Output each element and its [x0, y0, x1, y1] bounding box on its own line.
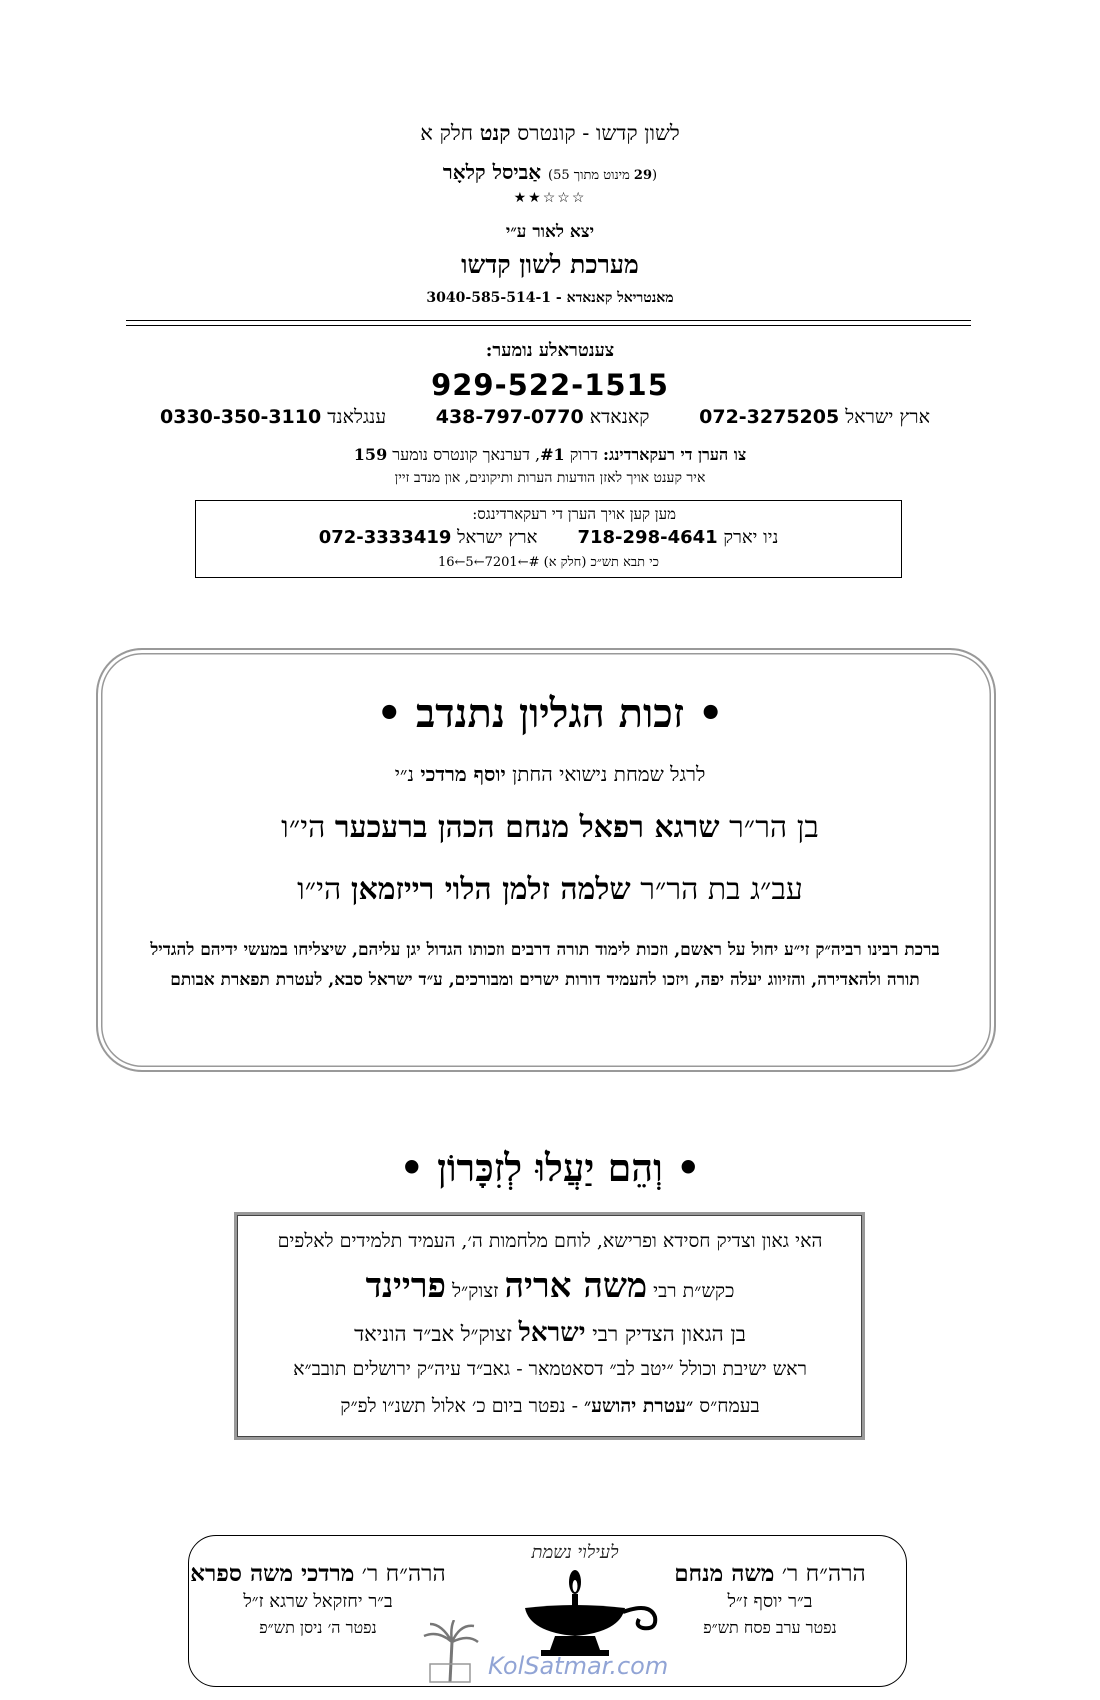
dedication-groom-father: [0, 810, 1100, 845]
title-suffix: חלק א: [420, 121, 480, 145]
soul-died: נפטר ה׳ ניסן תש״פ: [259, 1618, 377, 1637]
duration-minutes: 29: [633, 168, 653, 183]
soul-son-of: ב״ר יחזקאל שרגא ז״ל: [243, 1591, 393, 1612]
soul-name: מרדכי משה ספרא: [190, 1560, 355, 1587]
ny-label: ניו יארק: [723, 527, 779, 548]
recordings-box-path: כי תבא תש״כ (חלק א) #←7201←5←16: [437, 555, 660, 570]
duration-paren: (: [652, 168, 658, 183]
phone-england: [160, 406, 386, 436]
lamp-caption: לעילוי נשמת: [531, 1542, 619, 1563]
line-prefix: עב״ג בת הר״ר: [630, 872, 803, 907]
recordings-box-title: מען קען אויך הערן די רעקארדינגס:: [472, 505, 676, 523]
phones-row: [160, 406, 930, 436]
recordings-box-phones: [196, 527, 901, 548]
line-suffix: הי״ו: [297, 872, 351, 907]
line-suffix: זצוק״ל אב״ד הוניאד: [354, 1322, 519, 1346]
booklet-title: [0, 120, 1100, 146]
record-key: #1: [540, 445, 565, 464]
dedication-title: • זכות הגליון נתנדב •: [376, 690, 724, 737]
occasion-prefix: לרגל שמחת נישואי החתן: [505, 762, 706, 786]
phone-number: 0330-350-3110: [160, 406, 322, 428]
palm-tree-logo-icon: [420, 1620, 480, 1684]
bride-father-name: שלמה זלמן הלוי רייזמאן: [350, 872, 631, 907]
phone-number: 072-3275205: [699, 406, 840, 428]
phone-country: קאנאדא: [589, 406, 650, 428]
phone-number: 438-797-0770: [435, 406, 584, 428]
memorial-line-5: [0, 1395, 1100, 1418]
title-bold: קנט: [479, 120, 511, 145]
phone-israel: [699, 406, 930, 436]
line-prefix: כקש״ת רבי: [647, 1280, 735, 1302]
rabbi-family-name: פריינד: [365, 1266, 447, 1306]
dedication-bride-father: [0, 872, 1100, 907]
soul-son-of: ב״ר יוסף ז״ל: [727, 1591, 813, 1612]
publisher-address: מאנטריאל קאנאדא - 3040-585-514-1: [426, 290, 674, 306]
phone-country: ארץ ישראל: [845, 406, 930, 428]
recording-instructions: [0, 445, 1100, 465]
publisher-name: מערכת לשון קדשו: [461, 250, 639, 279]
ny-number: 718-298-4641: [577, 527, 718, 548]
memorial-line-2: [0, 1266, 1100, 1306]
soul-right: [640, 1560, 900, 1638]
soul-died: נפטר ערב פסח תש״פ: [703, 1618, 837, 1637]
record-after: , דערנאך קונטרס נומער: [387, 445, 541, 464]
record-number: 159: [353, 445, 388, 464]
rabbi-name: משה אריה: [504, 1266, 648, 1306]
line-prefix: בעמח״ס: [693, 1395, 760, 1417]
il-number: 072-3333419: [318, 527, 452, 548]
il-label: ארץ ישראל: [457, 527, 538, 548]
central-phone-number: 929-522-1515: [431, 368, 669, 402]
divider-top: [126, 320, 971, 321]
soul-name: משה מנחם: [674, 1560, 775, 1587]
record-press: דרוק: [564, 445, 604, 464]
memorial-line-4: ראש ישיבת וכולל ״יטב לב״ דסאטמאר - גאב״ד עיה״ק ירושלים תובב״א: [293, 1358, 807, 1380]
soul-left: [188, 1560, 448, 1638]
soul-title: הרה״ח ר׳: [354, 1561, 446, 1587]
memorial-line-1: האי גאון וצדיק חסידא ופרישא, לוחם מלחמות ה׳, העמיד תלמידים לאלפים: [277, 1230, 823, 1252]
line-suffix: הי״ו: [281, 810, 335, 845]
occasion-suffix: נ״י: [394, 762, 421, 786]
memorial-line-3: [0, 1318, 1100, 1348]
line-suffix: - נפטר ביום כ׳ אלול תשנ״ו לפ״ק: [340, 1395, 585, 1417]
central-number-label: צענטראלע נומער:: [485, 340, 615, 361]
memorial-title: • וְהֵם יַעֲלוּ לְזִכָּרוֹן •: [399, 1145, 701, 1190]
soul-title: הרה״ח ר׳: [774, 1561, 866, 1587]
duration-rest: מינוט מתוך 55): [548, 168, 634, 183]
author-line: [0, 160, 1100, 185]
line-prefix: בן הר״ר: [719, 810, 819, 845]
dedication-occasion: [0, 762, 1100, 787]
publisher-label: יצא לאור ע״י: [505, 222, 595, 242]
groom-name: יוסף מרדכי: [420, 762, 506, 786]
title-prefix: לשון קדשו - קונטרס: [510, 121, 680, 145]
rating-stars: ★★☆☆☆: [513, 190, 587, 206]
watermark: KolSatmar.com: [488, 1652, 669, 1680]
author-name: אַביסל קלאָר: [442, 160, 542, 184]
groom-father-name: שרגא רפאל מנחם הכהן ברעכער: [334, 810, 720, 845]
phone-canada: [436, 406, 650, 436]
phone-country: ענגלאנד: [327, 406, 387, 428]
recordings-box: [195, 500, 902, 578]
divider-bottom: [126, 325, 971, 326]
line-prefix: בן הגאון הצדיק רבי: [585, 1322, 746, 1346]
line-mid: זצוק״ל: [446, 1280, 505, 1302]
record-label: צו הערן די רעקארדינג:: [603, 445, 747, 464]
oil-lamp-icon: [505, 1562, 665, 1662]
book-name: ״עטרת יהושע״: [584, 1395, 694, 1417]
recording-note: איר קענט אויך לאזן הודעות הערות ותיקונים, און מנדב זיין: [394, 470, 706, 486]
father-name: ישראל: [518, 1318, 586, 1348]
dedication-blessing: ברכת רבינו רביה״ק זי״ע יחול על ראשם, וזכות לימוד תורה דרבים וזכותו הגדול יגן עליהם, שיצליחו במעשי ידיהם להגדיל תורה ולהאדירה, והזיווג יעלה יפה, ויזכו להעמיד דורות ישרים ומבורכים, ע״ד ישראל סבא, לעטרת תפארת אבותם: [150, 940, 940, 990]
